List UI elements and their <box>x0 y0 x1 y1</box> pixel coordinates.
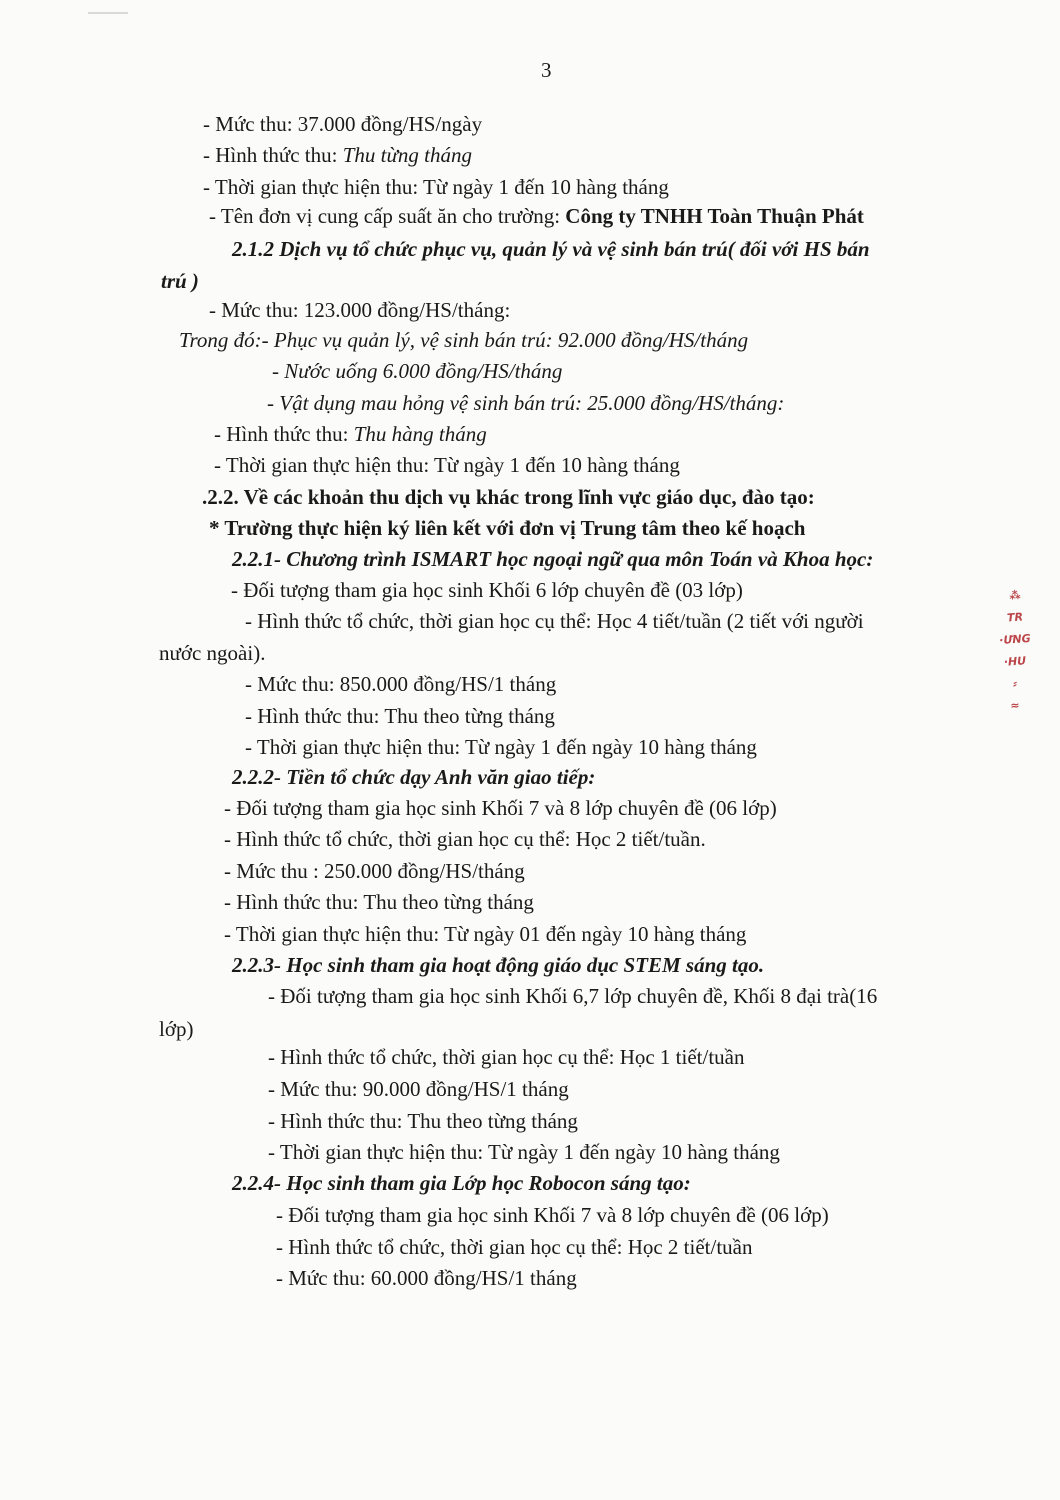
payment-method-line: - Hình thức thu: Thu theo từng tháng <box>224 890 534 914</box>
participants-line: - Đối tượng tham gia học sinh Khối 7 và 8 lớp chuyên đề (06 lớp) <box>276 1203 829 1227</box>
fee-breakdown-line: Trong đó:- Phục vụ quản lý, vệ sinh bán trú: 92.000 đồng/HS/tháng <box>179 328 749 352</box>
payment-period-line: - Thời gian thực hiện thu: Từ ngày 1 đến ngày 10 hàng tháng <box>268 1140 780 1164</box>
section-heading-2-1-2: 2.1.2 Dịch vụ tổ chức phục vụ, quản lý và vệ sinh bán trú( đối với HS bán <box>232 237 870 261</box>
fee-rate-line: - Mức thu : 250.000 đồng/HS/tháng <box>224 859 525 883</box>
page-number: 3 <box>541 58 552 82</box>
section-heading-2-2-1: 2.2.1- Chương trình ISMART học ngoại ngữ qua môn Toán và Khoa học: <box>232 547 874 571</box>
payment-method-label: - Hình thức thu: <box>214 422 354 446</box>
section-heading-2-2-4: 2.2.4- Học sinh tham gia Lớp học Robocon sáng tạo: <box>232 1171 691 1195</box>
schedule-line: - Hình thức tổ chức, thời gian học cụ thể: Học 1 tiết/tuần <box>268 1045 745 1069</box>
payment-method-line: - Hình thức thu: Thu theo từng tháng <box>245 704 555 728</box>
payment-period-line: - Thời gian thực hiện thu: Từ ngày 1 đến 10 hàng tháng <box>214 453 680 477</box>
seal-mark: ⸗ <box>1012 676 1018 691</box>
section-heading-2-2: .2.2. Về các khoản thu dịch vụ khác trong lĩnh vực giáo dục, đào tạo: <box>202 485 815 509</box>
schedule-line: - Hình thức tổ chức, thời gian học cụ thể: Học 2 tiết/tuần. <box>224 827 706 851</box>
seal-mark: ≈ <box>1009 698 1021 713</box>
fee-breakdown-line: - Vật dụng mau hỏng vệ sinh bán trú: 25.000 đồng/HS/tháng: <box>267 391 785 415</box>
meal-supplier-value: Công ty TNHH Toàn Thuận Phát <box>565 204 864 228</box>
seal-text: ·ƯNG <box>998 631 1032 648</box>
seal-text: ·HU <box>1003 654 1027 669</box>
seal-text: TR <box>1006 610 1024 625</box>
participants-line: - Đối tượng tham gia học sinh Khối 7 và 8 lớp chuyên đề (06 lớp) <box>224 796 777 820</box>
fee-rate-line: - Mức thu: 60.000 đồng/HS/1 tháng <box>276 1266 577 1290</box>
meal-supplier-line <box>209 203 864 229</box>
payment-method-label: - Hình thức thu: <box>203 143 343 167</box>
payment-method-value: Thu từng tháng <box>342 143 473 167</box>
payment-method-value: Thu hàng tháng <box>353 422 487 446</box>
fee-rate-line: - Mức thu: 37.000 đồng/HS/ngày <box>203 112 483 136</box>
red-seal-stamp <box>980 585 1050 755</box>
payment-method-line <box>214 421 487 447</box>
section-heading-2-2-2: 2.2.2- Tiền tổ chức dạy Anh văn giao tiếp: <box>232 765 596 789</box>
fee-rate-line: - Mức thu: 850.000 đồng/HS/1 tháng <box>245 672 557 696</box>
payment-period-line: - Thời gian thực hiện thu: Từ ngày 01 đến ngày 10 hàng tháng <box>224 922 747 946</box>
schedule-line: - Hình thức tổ chức, thời gian học cụ thể: Học 4 tiết/tuần (2 tiết với người <box>245 609 864 633</box>
fee-breakdown-line: - Nước uống 6.000 đồng/HS/tháng <box>272 359 563 383</box>
scan-mark <box>88 12 128 14</box>
participants-line: - Đối tượng tham gia học sinh Khối 6 lớp chuyên đề (03 lớp) <box>231 578 743 602</box>
payment-period-line: - Thời gian thực hiện thu: Từ ngày 1 đến 10 hàng tháng <box>203 175 669 199</box>
schedule-line: - Hình thức tổ chức, thời gian học cụ thể: Học 2 tiết/tuần <box>276 1235 753 1259</box>
fee-rate-line: - Mức thu: 123.000 đồng/HS/tháng: <box>209 298 511 322</box>
meal-supplier-label: - Tên đơn vị cung cấp suất ăn cho trường: <box>209 204 566 228</box>
section-heading-2-1-2-cont: trú ) <box>161 269 199 293</box>
payment-method-line <box>203 142 472 168</box>
schedule-line-cont: nước ngoài). <box>159 641 266 665</box>
section-heading-2-2-3: 2.2.3- Học sinh tham gia hoạt động giáo dục STEM sáng tạo. <box>232 953 765 977</box>
fee-rate-line: - Mức thu: 90.000 đồng/HS/1 tháng <box>268 1077 569 1101</box>
section-note: * Trường thực hiện ký liên kết với đơn vị Trung tâm theo kế hoạch <box>209 516 806 540</box>
participants-line-cont: lớp) <box>159 1017 194 1041</box>
payment-method-line: - Hình thức thu: Thu theo từng tháng <box>268 1109 578 1133</box>
seal-mark: ⁂ <box>1008 588 1022 603</box>
payment-period-line: - Thời gian thực hiện thu: Từ ngày 1 đến ngày 10 hàng tháng <box>245 735 757 759</box>
participants-line: - Đối tượng tham gia học sinh Khối 6,7 lớp chuyên đề, Khối 8 đại trà(16 <box>268 984 878 1008</box>
